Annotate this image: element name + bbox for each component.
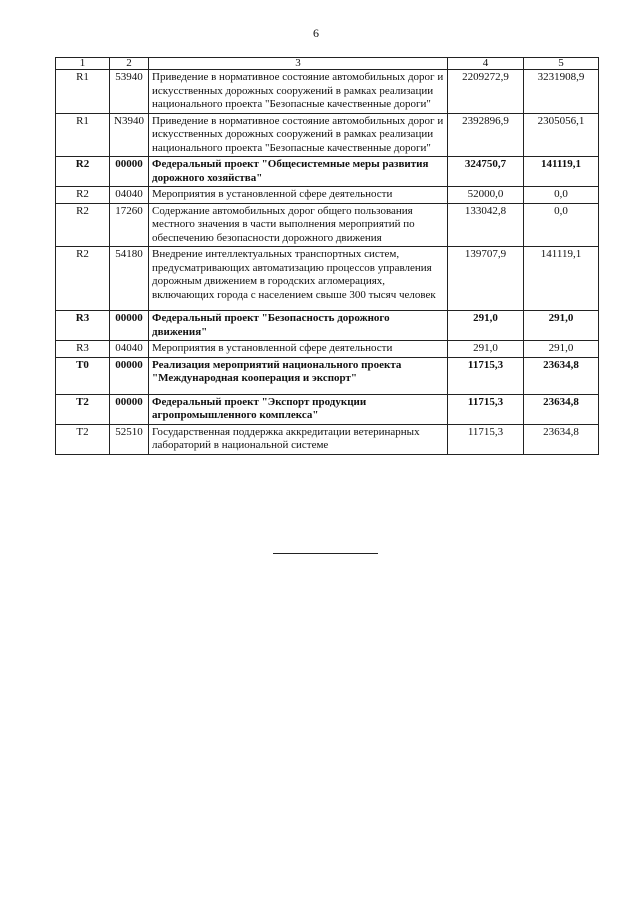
code-direction: 53940 <box>110 70 149 114</box>
code-direction: 04040 <box>110 341 149 358</box>
row-description: Приведение в нормативное состояние автомобильных дорог и искусственных дорожных сооружений в рамках реализации национального проекта "Безопасные качественные дороги" <box>149 70 448 114</box>
column-header: 4 <box>448 58 524 70</box>
amount-col4: 291,0 <box>448 341 524 358</box>
amount-col5: 141119,1 <box>524 247 599 311</box>
amount-col4: 2392896,9 <box>448 113 524 157</box>
row-description: Реализация мероприятий национального проекта "Международная кооперация и экспорт" <box>149 357 448 394</box>
code-section: R1 <box>56 113 110 157</box>
code-direction: 00000 <box>110 311 149 341</box>
amount-col5: 3231908,9 <box>524 70 599 114</box>
row-description: Федеральный проект "Экспорт продукции агропромышленного комплекса" <box>149 394 448 424</box>
row-description: Приведение в нормативное состояние автомобильных дорог и искусственных дорожных сооружений в рамках реализации национального проекта "Безопасные качественные дороги" <box>149 113 448 157</box>
column-header: 5 <box>524 58 599 70</box>
amount-col5: 141119,1 <box>524 157 599 187</box>
table-row <box>56 203 599 247</box>
amount-col5: 23634,8 <box>524 424 599 454</box>
amount-col5: 0,0 <box>524 203 599 247</box>
amount-col4: 133042,8 <box>448 203 524 247</box>
table-row <box>56 247 599 311</box>
code-section: R3 <box>56 341 110 358</box>
amount-col5: 291,0 <box>524 311 599 341</box>
code-direction: 04040 <box>110 187 149 204</box>
column-header: 2 <box>110 58 149 70</box>
amount-col5: 23634,8 <box>524 357 599 394</box>
table-row <box>56 113 599 157</box>
closing-divider-line <box>273 553 378 554</box>
amount-col5: 23634,8 <box>524 394 599 424</box>
table-row <box>56 341 599 358</box>
code-section: R2 <box>56 157 110 187</box>
amount-col4: 52000,0 <box>448 187 524 204</box>
code-direction: 52510 <box>110 424 149 454</box>
column-header: 3 <box>149 58 448 70</box>
amount-col5: 0,0 <box>524 187 599 204</box>
code-section: T2 <box>56 424 110 454</box>
amount-col4: 291,0 <box>448 311 524 341</box>
row-description: Федеральный проект "Безопасность дорожного движения" <box>149 311 448 341</box>
code-section: R1 <box>56 70 110 114</box>
code-direction: 17260 <box>110 203 149 247</box>
budget-table <box>55 57 599 455</box>
amount-col5: 2305056,1 <box>524 113 599 157</box>
amount-col4: 11715,3 <box>448 424 524 454</box>
row-description: Мероприятия в установленной сфере деятельности <box>149 187 448 204</box>
code-direction: 00000 <box>110 157 149 187</box>
amount-col4: 11715,3 <box>448 394 524 424</box>
table-row <box>56 187 599 204</box>
code-section: T2 <box>56 394 110 424</box>
code-direction: N3940 <box>110 113 149 157</box>
row-description: Федеральный проект "Общесистемные меры развития дорожного хозяйства" <box>149 157 448 187</box>
code-direction: 54180 <box>110 247 149 311</box>
table-row <box>56 357 599 394</box>
column-header: 1 <box>56 58 110 70</box>
table-row <box>56 424 599 454</box>
row-description: Мероприятия в установленной сфере деятельности <box>149 341 448 358</box>
row-description: Внедрение интеллектуальных транспортных систем, предусматривающих автоматизацию процессов управления дорожным движением в городских агломерациях, включающих города с населением свыше 300 тысяч человек <box>149 247 448 311</box>
code-section: R3 <box>56 311 110 341</box>
row-description: Содержание автомобильных дорог общего пользования местного значения в части выполнения мероприятий по обеспечению безопасности дорожного движения <box>149 203 448 247</box>
amount-col4: 139707,9 <box>448 247 524 311</box>
code-section: T0 <box>56 357 110 394</box>
page-number: 6 <box>313 26 319 40</box>
amount-col4: 2209272,9 <box>448 70 524 114</box>
amount-col4: 11715,3 <box>448 357 524 394</box>
amount-col4: 324750,7 <box>448 157 524 187</box>
table-row <box>56 70 599 114</box>
code-direction: 00000 <box>110 394 149 424</box>
table-row <box>56 394 599 424</box>
code-section: R2 <box>56 203 110 247</box>
code-section: R2 <box>56 247 110 311</box>
code-section: R2 <box>56 187 110 204</box>
amount-col5: 291,0 <box>524 341 599 358</box>
table-row <box>56 157 599 187</box>
code-direction: 00000 <box>110 357 149 394</box>
table-header-row <box>56 58 599 70</box>
row-description: Государственная поддержка аккредитации ветеринарных лабораторий в национальной системе <box>149 424 448 454</box>
table-row <box>56 311 599 341</box>
